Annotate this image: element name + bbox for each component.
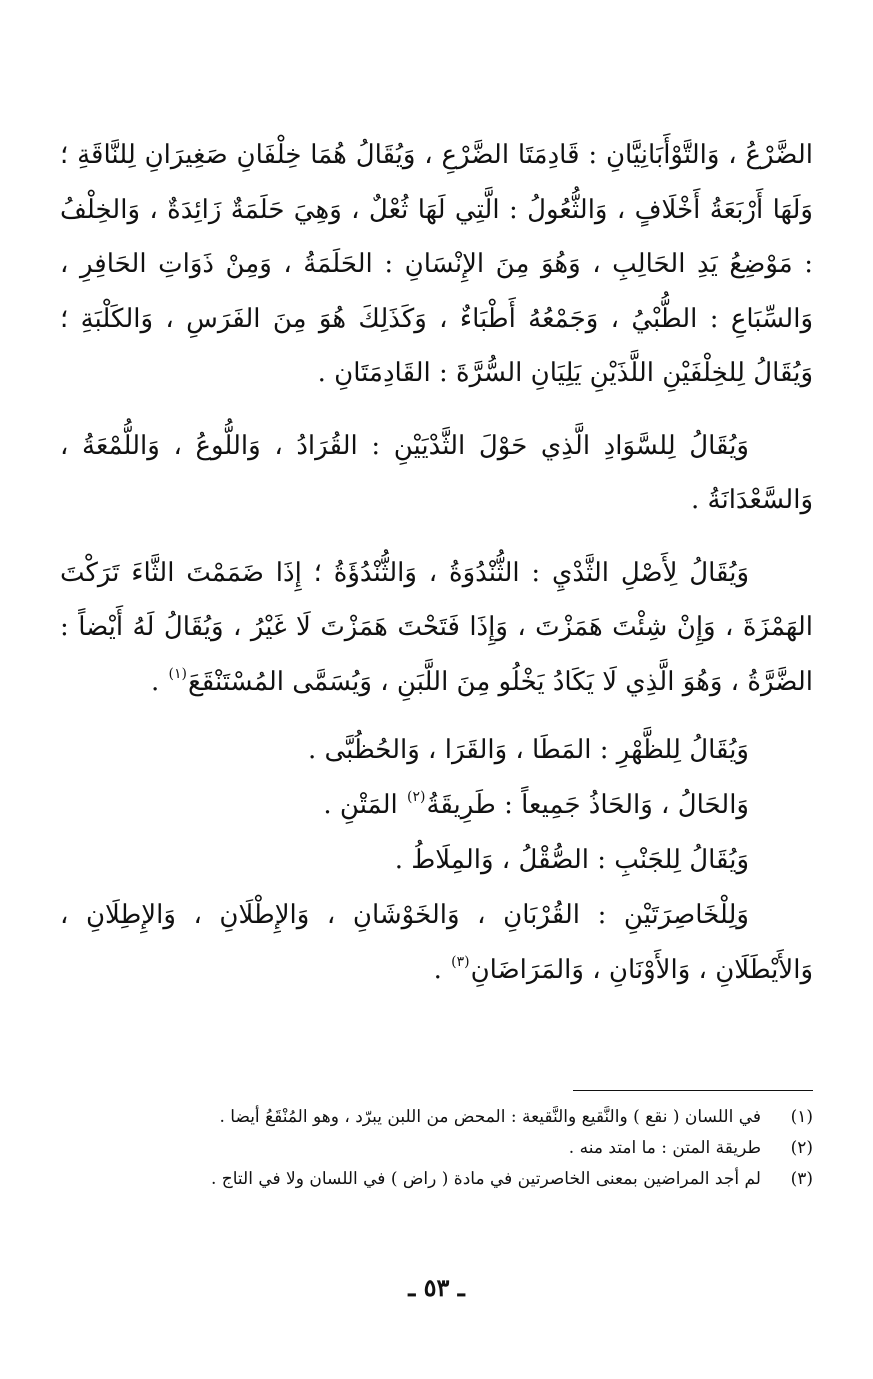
footnote-number: (١) (790, 1107, 813, 1127)
line-spine-end: المَتْنِ . (323, 790, 406, 820)
paragraph-breast-root (60, 546, 813, 710)
footnote-divider (573, 1090, 813, 1091)
footnote-text: في اللسان ( نقع ) والنَّقيع والنَّقيعة : المحض من اللبن يبرّد ، وهو المُنْقَعُ أيضا . (219, 1107, 761, 1127)
footnote-text: طريقة المتن : ما امتد منه . (568, 1138, 761, 1158)
footnote-reference-2: (٢) (406, 789, 426, 805)
page-number: ـ ٥٣ ـ (408, 1273, 465, 1302)
footnote-3 (60, 1164, 813, 1195)
paragraph-breast-root-end: . (150, 666, 168, 697)
footnote-2 (60, 1133, 813, 1164)
line-spine-terms (60, 778, 813, 833)
line-back-terms: وَيُقَالُ لِلظَّهْرِ : المَطَا ، وَالقَرَا ، وَالحُظُبَّى . (307, 735, 749, 765)
main-text (60, 128, 813, 997)
line-side-terms: وَيُقَالُ لِلجَنْبِ : الصُّقْلُ ، وَالمِلَاطُ . (394, 845, 749, 875)
footnote-number: (٣) (790, 1169, 813, 1189)
footnote-1 (60, 1102, 813, 1133)
footnote-reference-3: (٣) (451, 953, 470, 970)
footnote-text: لم أجد المراضين بمعنى الخاصرتين في مادة ( راض ) في اللسان ولا في التاج . (210, 1169, 761, 1189)
line-spine-text: وَالحَالُ ، وَالحَاذُ جَمِيعاً : طَرِيقَةُ (426, 790, 749, 820)
footnote-number: (٢) (790, 1138, 813, 1158)
paragraph-flank-text: وَلِلْخَاصِرَتَيْنِ : القُرْبَانِ ، وَالخَوْشَانِ ، وَالإِطْلَانِ ، وَالإِطِلَانِ ، وَالأَيْطَلَانِ ، وَالأَوْنَانِ ، وَالمَرَاضَانِ (60, 900, 813, 985)
paragraph-flank-end: . (433, 954, 451, 985)
paragraph-udder-terms: الضَّرْعُ ، وَالتَّوْأَبَانِيَّانِ : قَادِمَتَا الضَّرْعِ ، وَيُقَالُ هُمَا خِلْفَانِ صَغِيرَانِ لِلنَّاقَةِ ؛ وَلَهَا أَرْبَعَةُ أَخْلَافٍ ، وَالثُّعُولُ : الَّتِي لَهَا ثُعْلٌ ، وَهِيَ حَلَمَةٌ زَائِدَةٌ ، وَالخِلْفُ : مَوْضِعُ يَدِ الحَالِبِ ، وَهُوَ مِنَ الإِنْسَانِ : الحَلَمَةُ ، وَمِنْ ذَوَاتِ الحَافِرِ ، وَالسِّبَاعِ : الطُّبْيُ ، وَجَمْعُهُ أَطْبَاءٌ ، وَكَذَلِكَ هُوَ مِنَ الفَرَسِ ، وَالكَلْبَةِ ؛ وَيُقَالُ لِلخِلْفَيْنِ اللَّذَيْنِ يَلِيَانِ السُّرَّةَ : القَادِمَتَانِ . (60, 140, 814, 388)
footnotes (60, 1102, 813, 1195)
paragraph-flank-terms (60, 888, 813, 997)
paragraph-breast-root-text: وَيُقَالُ لِأَصْلِ الثَّدْيِ : الثُّنْدُوَةُ ، وَالثُّنْدُؤَةُ ؛ إِذَا ضَمَمْتَ الثَّاءَ تَرَكْتَ الهَمْزَةَ ، وَإِنْ شِئْتَ هَمَزْتَ ، وَإِذَا فَتَحْتَ هَمَزْتَ لَا غَيْرُ ، وَيُقَالُ لَهُ أَيْضاً : الضَّرَّةُ ، وَهُوَ الَّذِي لَا يَكَادُ يَخْلُو مِنَ اللَّبَنِ ، وَيُسَمَّى المُسْتَنْقَعَ (60, 557, 813, 697)
footnote-reference-1: (١) (168, 665, 187, 682)
paragraph-nipple-surround: وَيُقَالُ لِلسَّوَادِ الَّذِي حَوْلَ الثَّدْيَيْنِ : القُرَادُ ، وَاللُّوعُ ، وَاللُّمْعَةُ ، وَالسَّعْدَانَةُ . (60, 430, 813, 515)
